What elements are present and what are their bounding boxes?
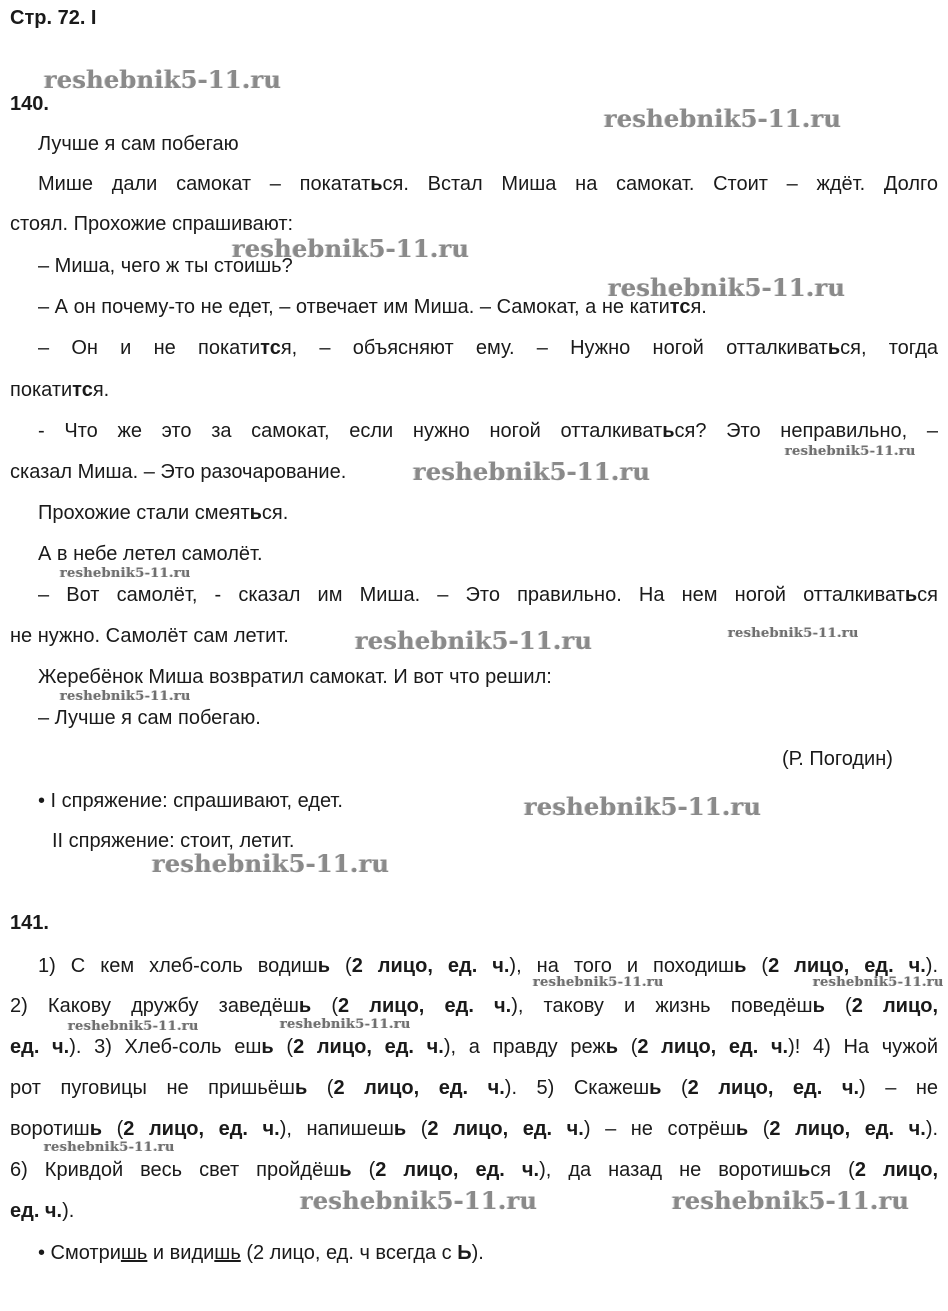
watermark: reshebnik5-11.ru <box>355 626 593 655</box>
story-paragraph-1: Мише дали самокат – покататься. Встал Миша на самокат. Стоит – ждёт. Долго <box>38 173 938 195</box>
story-title: Лучше я сам побегаю <box>38 133 239 155</box>
proverb-line-4: рот пуговицы не пришьёшь (2 лицо, ед. ч.). 5) Скажешь (2 лицо, ед. ч.) – не <box>10 1077 939 1099</box>
watermark: reshebnik5-11.ru <box>728 626 859 641</box>
watermark: reshebnik5-11.ru <box>785 444 916 459</box>
proverb-line-5: воротишь (2 лицо, ед. ч.), напишешь (2 лицо, ед. ч.) – не сотрёшь (2 лицо, ед. ч.). <box>10 1118 939 1140</box>
story-author: (Р. Погодин) <box>782 748 893 770</box>
story-paragraph-1-cont: стоял. Прохожие спрашивают: <box>10 213 294 235</box>
watermark: reshebnik5-11.ru <box>60 689 191 704</box>
story-paragraph-8-cont: не нужно. Самолёт сам летит. <box>10 625 289 647</box>
story-paragraph-4: – Он и не покатится, – объясняют ему. – Нужно ногой отталкиваться, тогда <box>38 337 938 359</box>
story-paragraph-4-cont: покатится. <box>10 379 110 401</box>
story-paragraph-2: – Миша, чего ж ты стоишь? <box>38 255 293 277</box>
story-paragraph-3: – А он почему-то не едет, – отвечает им Миша. – Самокат, а не катится. <box>38 296 707 318</box>
page-header: Стр. 72. I <box>10 7 97 29</box>
watermark: reshebnik5-11.ru <box>533 975 664 990</box>
watermark: reshebnik5-11.ru <box>300 1186 538 1215</box>
rule-note: • Смотришь и видишь (2 лицо, ед. ч всегда с Ь). <box>38 1242 484 1264</box>
watermark: reshebnik5-11.ru <box>152 849 390 878</box>
story-paragraph-6: Прохожие стали смеяться. <box>38 502 289 524</box>
proverb-line-1: 1) С кем хлеб-соль водишь (2 лицо, ед. ч.), на того и походишь (2 лицо, ед. ч.). <box>38 955 939 977</box>
watermark: reshebnik5-11.ru <box>524 792 762 821</box>
story-paragraph-10: – Лучше я сам побегаю. <box>38 707 261 729</box>
exercise-140-number: 140. <box>10 93 49 115</box>
watermark: reshebnik5-11.ru <box>232 234 470 263</box>
watermark: reshebnik5-11.ru <box>44 65 282 94</box>
proverb-line-2: 2) Какову дружбу заведёшь (2 лицо, ед. ч.), такову и жизнь поведёшь (2 лицо, <box>10 995 939 1017</box>
watermark: reshebnik5-11.ru <box>68 1019 199 1034</box>
story-paragraph-5-cont: сказал Миша. – Это разочарование. <box>10 461 347 483</box>
conjugation-1: • I спряжение: спрашивают, едет. <box>38 790 343 812</box>
watermark: reshebnik5-11.ru <box>608 273 846 302</box>
story-paragraph-9: Жеребёнок Миша возвратил самокат. И вот что решил: <box>38 666 552 688</box>
conjugation-2: II спряжение: стоит, летит. <box>52 830 295 852</box>
story-paragraph-8: – Вот самолёт, - сказал им Миша. – Это правильно. На нем ногой отталкиваться <box>38 584 938 606</box>
watermark: reshebnik5-11.ru <box>813 975 944 990</box>
proverb-line-7: ед. ч.). <box>10 1200 75 1222</box>
story-paragraph-7: А в небе летел самолёт. <box>38 543 263 565</box>
watermark: reshebnik5-11.ru <box>280 1017 411 1032</box>
watermark: reshebnik5-11.ru <box>44 1140 175 1155</box>
watermark: reshebnik5-11.ru <box>60 566 191 581</box>
exercise-141-number: 141. <box>10 912 49 934</box>
proverb-line-3: ед. ч.). 3) Хлеб-соль ешь (2 лицо, ед. ч.), а правду режь (2 лицо, ед. ч.)! 4) На чужой <box>10 1036 939 1058</box>
story-paragraph-5: - Что же это за самокат, если нужно ногой отталкиваться? Это неправильно, – <box>38 420 938 442</box>
watermark: reshebnik5-11.ru <box>604 104 842 133</box>
watermark: reshebnik5-11.ru <box>413 457 651 486</box>
watermark: reshebnik5-11.ru <box>672 1186 910 1215</box>
proverb-line-6: 6) Кривдой весь свет пройдёшь (2 лицо, ед. ч.), да назад не воротишься (2 лицо, <box>10 1159 939 1181</box>
